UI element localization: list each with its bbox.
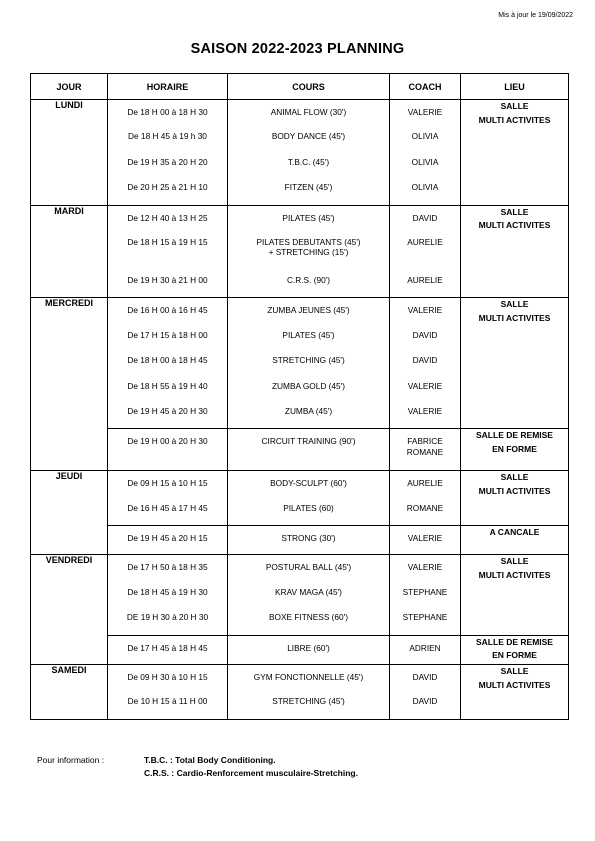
schedule-block — [31, 526, 569, 555]
coach-text: AURELIE — [407, 478, 443, 489]
horaire-text: De 19 H 45 à 20 H 15 — [127, 533, 208, 544]
info-tbc: T.B.C. : Total Body Conditioning. — [144, 755, 276, 765]
horaire-text: De 19 H 45 à 20 H 30 — [127, 405, 208, 416]
cours-text: PILATES (45') — [282, 329, 335, 340]
horaire-text: De 18 H 15 à 19 H 15 — [127, 236, 208, 247]
header-lieu: LIEU — [461, 74, 569, 100]
coach-text: DAVID — [412, 672, 438, 683]
horaire-text: DE 19 H 30 à 20 H 30 — [126, 612, 209, 623]
horaire-text: De 10 H 15 à 11 H 00 — [127, 696, 208, 707]
coach-cell — [390, 429, 461, 471]
coach-cell — [390, 100, 461, 206]
coach-text: DAVID — [412, 212, 438, 223]
horaire-cell — [108, 471, 228, 526]
schedule-block — [31, 429, 569, 471]
coach-cell — [390, 471, 461, 526]
schedule-block — [31, 555, 569, 635]
lieu-cell — [461, 635, 569, 664]
cours-text: STRONG (30') — [281, 533, 336, 544]
coach-text: FABRICE — [407, 436, 443, 447]
horaire-cell — [108, 298, 228, 429]
coach-text: OLIVIA — [411, 131, 439, 142]
coach-cell — [390, 555, 461, 635]
lieu-line-1: SALLE DE REMISE — [476, 430, 553, 441]
last-updated: Mis à jour le 19/09/2022 — [498, 12, 573, 19]
schedule-block — [31, 100, 569, 206]
coach-text: DAVID — [412, 696, 438, 707]
cours-text: ANIMAL FLOW (30') — [270, 107, 347, 117]
day-cell: MERCREDI — [31, 298, 108, 471]
horaire-text: De 18 H 55 à 19 H 40 — [127, 380, 208, 391]
horaire-text: De 09 H 15 à 10 H 15 — [127, 478, 208, 489]
horaire-text: De 19 H 35 à 20 H 20 — [127, 156, 208, 167]
horaire-text: De 16 H 45 à 17 H 45 — [127, 502, 208, 513]
coach-text: OLIVIA — [411, 182, 439, 193]
coach-cell — [390, 298, 461, 429]
lieu-line-2: MULTI ACTIVITES — [478, 569, 551, 580]
header-jour: JOUR — [31, 74, 108, 100]
horaire-cell — [108, 526, 228, 555]
header-cours: COURS — [228, 74, 390, 100]
cours-cell — [228, 205, 390, 298]
horaire-text: De 18 H 45 à 19 h 30 — [128, 131, 207, 142]
coach-text: ROMANE — [406, 502, 444, 513]
cours-text: KRAV MAGA (45') — [275, 586, 342, 597]
horaire-text: De 17 H 45 à 18 H 45 — [127, 642, 208, 653]
day-cell: SAMEDI — [31, 665, 108, 720]
cours-text: LIBRE (60') — [287, 642, 330, 653]
coach-text: VALERIE — [407, 562, 443, 573]
lieu-line-1: SALLE — [500, 206, 529, 217]
cours-text: PILATES DEBUTANTS (45') — [256, 236, 361, 247]
day-cell: VENDREDI — [31, 555, 108, 665]
horaire-text: De 19 H 30 à 21 H 00 — [127, 274, 208, 285]
coach-text: STEPHANE — [402, 586, 448, 597]
cours-cell — [228, 429, 390, 471]
cours-text: ZUMBA JEUNES (45') — [267, 305, 350, 316]
horaire-cell — [108, 429, 228, 471]
lieu-line-2: EN FORME — [492, 443, 537, 454]
coach-text: ADRIEN — [409, 642, 441, 653]
horaire-text: De 20 H 25 à 21 H 10 — [127, 182, 208, 193]
horaire-text: De 18 H 00 à 18 H 45 — [127, 355, 208, 366]
coach-cell — [390, 205, 461, 298]
header-horaire: HORAIRE — [108, 74, 228, 100]
coach-text: VALERIE — [407, 305, 443, 316]
lieu-line-1: A CANCALE — [489, 527, 540, 538]
cours-text: BODY-SCULPT (60') — [270, 478, 347, 489]
lieu-line-2: MULTI ACTIVITES — [478, 679, 551, 690]
lieu-line-2: MULTI ACTIVITES — [478, 312, 551, 323]
cours-text: T.B.C. (45') — [287, 156, 330, 167]
lieu-cell — [461, 205, 569, 298]
cours-text: STRETCHING (45') — [272, 696, 345, 707]
horaire-cell — [108, 665, 228, 720]
day-cell: MARDI — [31, 205, 108, 298]
info-label: Pour information : — [37, 755, 105, 765]
cours-text: BOXE FITNESS (60') — [268, 612, 349, 623]
cours-text: ZUMBA GOLD (45') — [271, 380, 346, 391]
coach-text: VALERIE — [407, 107, 443, 117]
horaire-cell — [108, 205, 228, 298]
lieu-line-2: EN FORME — [492, 650, 537, 661]
coach-text-2: ROMANE — [406, 446, 444, 457]
horaire-text: De 16 H 00 à 16 H 45 — [127, 305, 208, 316]
lieu-line-1: SALLE — [500, 666, 529, 677]
horaire-text: De 19 H 00 à 20 H 30 — [127, 436, 208, 447]
page-title: SAISON 2022-2023 PLANNING — [190, 41, 405, 57]
header-coach: COACH — [390, 74, 461, 100]
cours-text: FITZEN (45') — [284, 182, 333, 193]
coach-cell — [390, 526, 461, 555]
lieu-cell — [461, 555, 569, 635]
horaire-text: De 17 H 50 à 18 H 35 — [127, 562, 208, 573]
lieu-line-1: SALLE — [500, 101, 529, 111]
lieu-line-2: MULTI ACTIVITES — [478, 220, 551, 231]
lieu-line-2: MULTI ACTIVITES — [478, 485, 551, 496]
lieu-cell — [461, 665, 569, 720]
horaire-text: De 17 H 15 à 18 H 00 — [127, 329, 208, 340]
coach-cell — [390, 635, 461, 664]
cours-text: GYM FONCTIONNELLE (45') — [253, 672, 364, 683]
cours-cell — [228, 100, 390, 206]
cours-text: POSTURAL BALL (45') — [265, 562, 352, 573]
coach-text: OLIVIA — [411, 156, 439, 167]
header-row — [31, 74, 569, 100]
horaire-cell — [108, 635, 228, 664]
horaire-cell — [108, 100, 228, 206]
schedule-block — [31, 298, 569, 429]
coach-text: AURELIE — [407, 236, 443, 247]
lieu-cell — [461, 429, 569, 471]
cours-cell — [228, 555, 390, 635]
cours-cell — [228, 665, 390, 720]
cours-cell — [228, 471, 390, 526]
horaire-text: De 18 H 00 à 18 H 30 — [127, 107, 208, 117]
lieu-cell — [461, 100, 569, 206]
coach-text: VALERIE — [407, 405, 443, 416]
cours-text-2: + STRETCHING (15') — [268, 247, 349, 258]
cours-text: PILATES (60) — [283, 502, 334, 513]
coach-text: AURELIE — [407, 274, 443, 285]
coach-text: STEPHANE — [402, 612, 448, 623]
schedule-block — [31, 205, 569, 298]
cours-text: STRETCHING (45') — [272, 355, 345, 366]
horaire-text: De 18 H 45 à 19 H 30 — [127, 586, 208, 597]
coach-cell — [390, 665, 461, 720]
cours-cell — [228, 298, 390, 429]
schedule-block — [31, 635, 569, 664]
horaire-cell — [108, 555, 228, 635]
horaire-text: De 09 H 30 à 10 H 15 — [127, 672, 208, 683]
lieu-cell — [461, 298, 569, 429]
schedule-block — [31, 665, 569, 720]
cours-text: CIRCUIT TRAINING (90') — [261, 436, 356, 447]
lieu-line-1: SALLE — [500, 472, 529, 483]
cours-text: BODY DANCE (45') — [271, 131, 346, 142]
coach-text: DAVID — [412, 329, 438, 340]
lieu-line-1: SALLE — [500, 299, 529, 310]
cours-cell — [228, 526, 390, 555]
cours-text: PILATES (45') — [282, 212, 335, 223]
horaire-text: De 12 H 40 à 13 H 25 — [127, 212, 208, 223]
coach-text: DAVID — [412, 355, 438, 366]
lieu-line-1: SALLE DE REMISE — [476, 636, 553, 647]
cours-text: ZUMBA (45') — [284, 405, 333, 416]
lieu-cell — [461, 526, 569, 555]
info-crs: C.R.S. : Cardio-Renforcement musculaire-Stretching. — [144, 768, 358, 778]
day-cell: JEUDI — [31, 471, 108, 555]
cours-text: C.R.S. (90') — [286, 274, 331, 285]
day-cell: LUNDI — [31, 100, 108, 206]
lieu-line-1: SALLE — [500, 556, 529, 567]
lieu-cell — [461, 471, 569, 526]
coach-text: VALERIE — [407, 533, 443, 544]
cours-cell — [228, 635, 390, 664]
planning-table — [30, 73, 569, 720]
schedule-block — [31, 471, 569, 526]
coach-text: VALERIE — [407, 380, 443, 391]
lieu-line-2: MULTI ACTIVITES — [478, 114, 551, 125]
